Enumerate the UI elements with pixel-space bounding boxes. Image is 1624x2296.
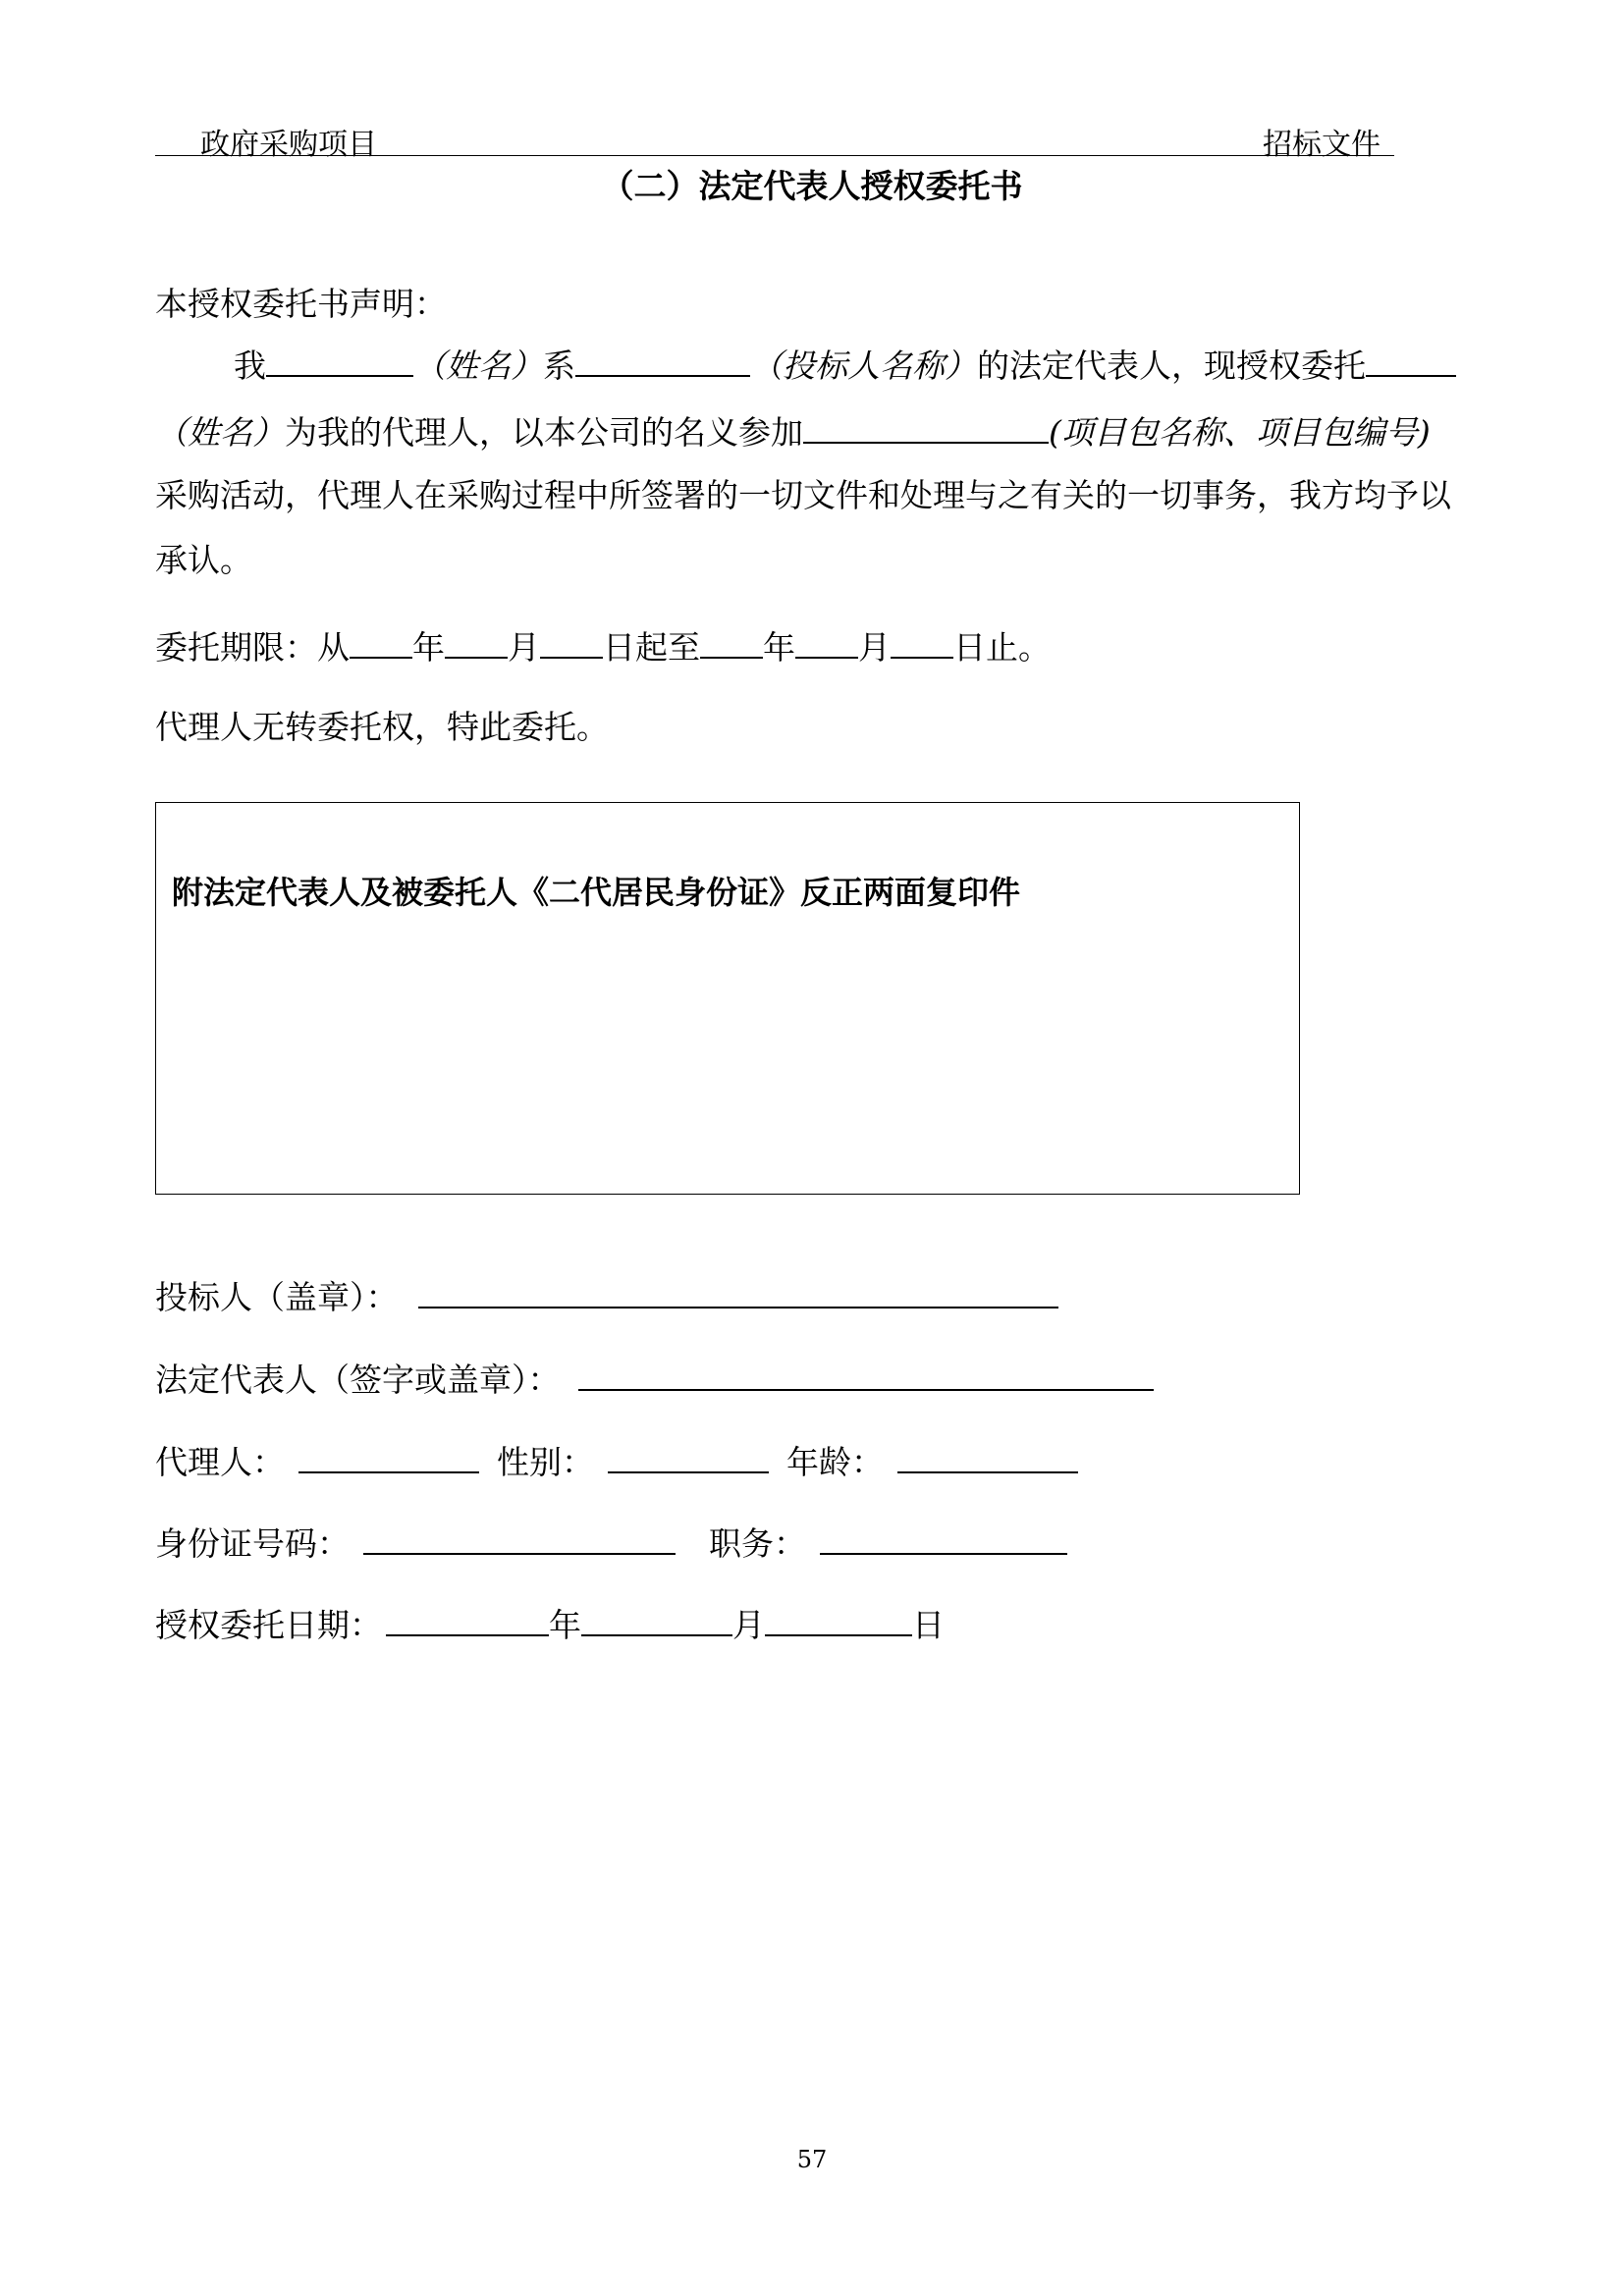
period-text: 月 <box>508 628 540 667</box>
position-label: 职务： <box>709 1524 806 1563</box>
from-year-blank[interactable] <box>350 627 412 659</box>
para-line-3: 采购活动，代理人在采购过程中所签署的一切文件和处理与之有关的一切事务，我方均予以 <box>155 476 1451 514</box>
date-text: 日 <box>912 1606 945 1644</box>
header-left: 政府采购项目 <box>200 128 377 162</box>
date-text: 月 <box>732 1606 765 1644</box>
para-text: 为我的代理人，以本公司的名义参加 <box>285 413 803 452</box>
gender-label: 性别： <box>497 1443 594 1481</box>
date-year-blank[interactable] <box>386 1605 549 1636</box>
para-text: 的法定代表人，现授权委托 <box>977 347 1366 385</box>
para-text: 系 <box>543 347 575 385</box>
id-number-label: 身份证号码： <box>155 1524 350 1563</box>
bidder-seal-blank[interactable] <box>418 1277 1058 1308</box>
bidder-seal-line <box>155 1277 1058 1317</box>
period-text: 年 <box>412 628 445 667</box>
legal-rep-line <box>155 1360 1154 1400</box>
agent-name-blank[interactable] <box>1366 346 1456 377</box>
to-day-blank[interactable] <box>891 627 953 659</box>
id-copy-note: 附法定代表人及被委托人《二代居民身份证》反正两面复印件 <box>172 874 1021 911</box>
date-month-blank[interactable] <box>581 1605 732 1636</box>
id-number-blank[interactable] <box>363 1523 676 1555</box>
period-text: 年 <box>763 628 795 667</box>
para-text: （姓名） <box>413 347 543 385</box>
id-copy-box <box>155 802 1300 1195</box>
gender-blank[interactable] <box>608 1442 769 1473</box>
from-month-blank[interactable] <box>445 627 508 659</box>
to-year-blank[interactable] <box>700 627 763 659</box>
period-text: 日止。 <box>953 628 1051 667</box>
intro-line: 本授权委托书声明： <box>155 285 447 323</box>
para-line-4: 承认。 <box>155 541 252 579</box>
page-number: 57 <box>796 2146 828 2173</box>
period-text: 日起至 <box>603 628 700 667</box>
agent-line <box>155 1442 1078 1482</box>
header-right: 招标文件 <box>1263 128 1380 162</box>
id-line <box>155 1523 1067 1564</box>
legal-rep-label: 法定代表人（签字或盖章）： <box>155 1361 561 1399</box>
date-label: 授权委托日期： <box>155 1606 382 1644</box>
period-line <box>155 627 1051 667</box>
para-line-1 <box>234 346 1456 386</box>
para-text: （投标人名称） <box>750 347 977 385</box>
page-title: （二）法定代表人授权委托书 <box>601 167 1023 205</box>
from-day-blank[interactable] <box>540 627 603 659</box>
age-label: 年龄： <box>786 1443 884 1481</box>
age-blank[interactable] <box>897 1442 1078 1473</box>
para-text: （姓名） <box>155 413 285 452</box>
page-header <box>155 116 1394 162</box>
bidder-name-blank[interactable] <box>575 346 750 377</box>
date-line <box>155 1605 945 1645</box>
period-text: 月 <box>858 628 891 667</box>
position-blank[interactable] <box>820 1523 1067 1555</box>
no-transfer-line: 代理人无转委托权，特此委托。 <box>155 708 609 746</box>
date-text: 年 <box>549 1606 581 1644</box>
agent-blank[interactable] <box>298 1442 479 1473</box>
project-blank[interactable] <box>803 412 1049 444</box>
para-text: (项目包名称、项目包编号) <box>1049 413 1431 452</box>
bidder-seal-label: 投标人（盖章）： <box>155 1278 399 1316</box>
legal-rep-blank[interactable] <box>578 1360 1154 1391</box>
para-text: 我 <box>234 347 266 385</box>
name-blank[interactable] <box>266 346 413 377</box>
date-day-blank[interactable] <box>765 1605 912 1636</box>
period-label: 委托期限：从 <box>155 628 350 667</box>
to-month-blank[interactable] <box>795 627 858 659</box>
agent-label: 代理人： <box>155 1443 285 1481</box>
para-line-2 <box>155 412 1431 453</box>
